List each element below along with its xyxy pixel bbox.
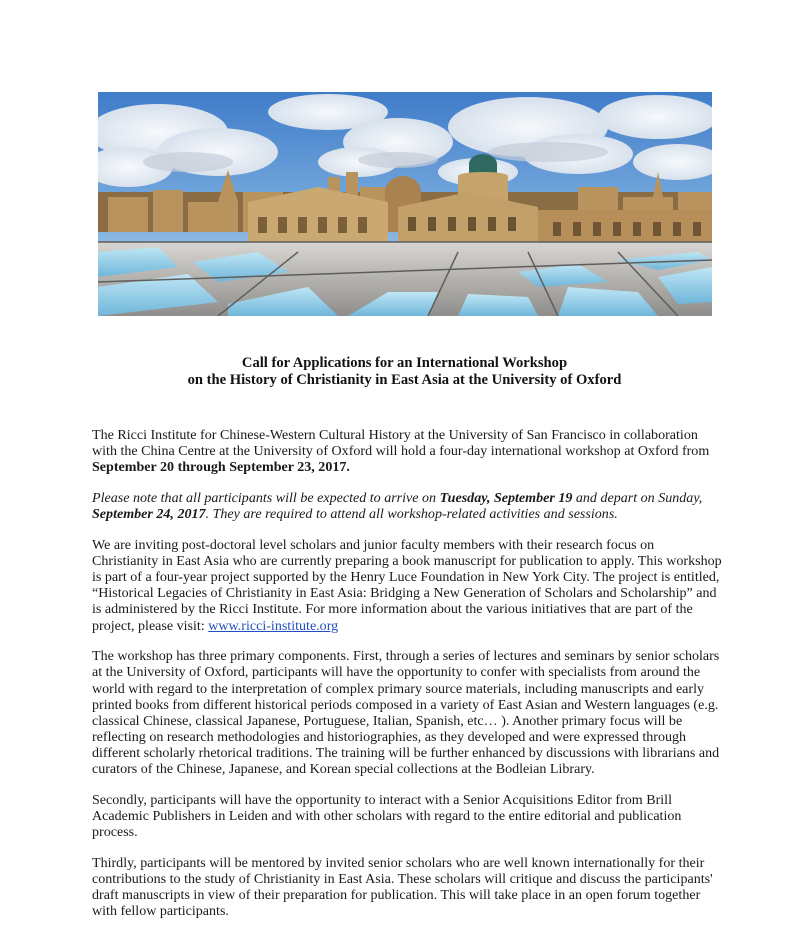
departure-date: September 24, 2017 [92,506,206,523]
thirdly-text: Thirdly, participants will be mentored by invited senior scholars who are well known internationally for their contributions to the study of Christianity in East Asia. These scholars will critique and discuss the participants' draft manuscripts in view of their preparation for publication. This will take place in an open forum together with fellow participants. [92,854,713,920]
arrival-note-part-1: Please note that all participants will be expected to arrive on [92,489,440,506]
paragraph-intro-text: The Ricci Institute for Chinese-Western Cultural History at the University of San Francisco in collaboration with the China Centre at the University of Oxford will hold a four-day international workshop at Oxford from [92,427,710,460]
title-line-1: Call for Applications for an International Workshop [241,355,568,371]
page-title [0,355,809,388]
paragraph-thirdly [92,855,722,920]
oxford-skyline-photo-icon [98,92,712,316]
arrival-note-part-3: . They are required to attend all workshop-related activities and sessions. [205,506,618,523]
invitation-text: We are inviting post-doctoral level scholars and junior faculty members with their research focus on Christianity in East Asia who are currently preparing a book manuscript for publication to apply. This workshop is part of a four-year project supported by the Henry Luce Foundation in New York City. The project is entitled, “Historical Legacies of Christianity in East Asia: Bridging a New Generation of Scholars and Scholarship” and is administered by the Ricci Institute. For more information about the various initiatives that are part of the project, please visit: [92,536,722,634]
paragraph-secondly [92,792,722,840]
document-body [92,427,722,934]
paragraph-intro [92,427,722,475]
secondly-text: Secondly, participants will have the opportunity to interact with a Senior Acquisitions Editor from Brill Academic Publishers in Leiden and with other scholars with regard to the entire editorial and publication process. [92,791,682,841]
components-text: The workshop has three primary components. First, through a series of lectures and seminars by senior scholars at the University of Oxford, participants will have the opportunity to confer with specialists from around the world with regard to the interpretation of complex primary source materials, including manuscripts and early printed books from different historical periods composed in a variety of East Asian and Western languages (e.g. classical Chinese, classical Japanese, Portuguese, Italian, Spanish, etc… ). Another primary focus will be reflecting on research methodologies and historiographies, as they developed and were expressed through different scholarly rhetorical traditions. The training will be further enhanced by discussions with librarians and curators of the Chinese, Japanese, and Korean special collections at the Bodleian Library. [92,648,720,778]
ricci-institute-link[interactable]: www.ricci-institute.org [208,617,339,634]
paragraph-arrival-note [92,490,722,522]
workshop-dates: September 20 through September 23, 2017. [92,459,350,476]
title-line-2: on the History of Christianity in East Asia at the University of Oxford [187,371,622,388]
header-image [98,92,712,316]
arrival-date: Tuesday, September 19 [439,489,573,506]
paragraph-invitation [92,537,722,634]
arrival-note-part-2: and depart on Sunday, [572,489,703,506]
paragraph-components [92,648,722,777]
